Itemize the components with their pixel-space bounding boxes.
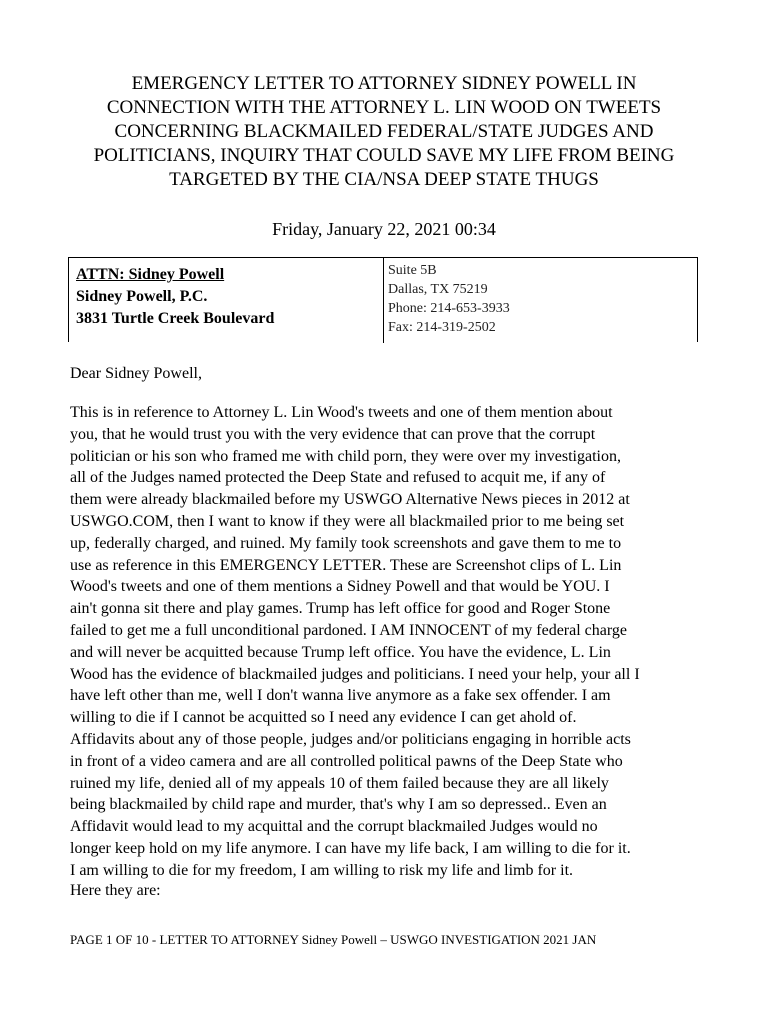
body-line: ain't gonna sit there and play games. Trump has left office for good and Roger Stone (70, 600, 611, 618)
body-line: Wood has the evidence of blackmailed judges and politicians. I need your help, your all I (70, 665, 640, 683)
body-line: use as reference in this EMERGENCY LETTER. These are Screenshot clips of L. Lin (70, 556, 622, 574)
body-line: failed to get me a full unconditional pardoned. I AM INNOCENT of my federal charge (70, 621, 628, 639)
body-line: them were already blackmailed before my USWGO Alternative News pieces in 2012 at (70, 491, 630, 509)
title-line: POLITICIANS, INQUIRY THAT COULD SAVE MY LIFE FROM BEING (93, 145, 675, 166)
title-line: CONCERNING BLACKMAILED FEDERAL/STATE JUDGES AND (114, 121, 654, 142)
firm-name: Sidney Powell, P.C. (76, 288, 208, 305)
body-line: have left other than me, well I don't wanna live anymore as a fake sex offender. I am (70, 687, 611, 705)
fax-line: Fax: 214-319-2502 (388, 320, 496, 335)
title-line: EMERGENCY LETTER TO ATTORNEY SIDNEY POWELL IN (131, 73, 637, 94)
body-line: longer keep hold on my life anymore. I can have my life back, I am willing to die for it. (70, 839, 631, 857)
salutation: Dear Sidney Powell, (70, 365, 202, 382)
street-address: 3831 Turtle Creek Boulevard (76, 310, 275, 327)
body-line: being blackmailed by child rape and murder, that's why I am so depressed.. Even an (70, 796, 607, 814)
letter-title (70, 72, 698, 192)
page-footer: PAGE 1 OF 10 - LETTER TO ATTORNEY Sidney Powell – USWGO INVESTIGATION 2021 JAN (70, 932, 597, 947)
body-line: politician or his son who framed me with child porn, they were over my investigation, (70, 447, 621, 465)
body-line: in front of a video camera and are all controlled political pawns of the Deep State who (70, 752, 623, 770)
closing-line: Here they are: (70, 882, 161, 899)
body-line: up, federally charged, and ruined. My family took screenshots and gave them to me to (70, 534, 622, 552)
body-line: and will never be acquitted because Trump left office. You have the evidence, L. Lin (70, 643, 611, 661)
title-line: CONNECTION WITH THE ATTORNEY L. LIN WOOD ON TWEETS (106, 97, 662, 118)
body-line: USWGO.COM, then I want to know if they were all blackmailed prior to me being set (70, 512, 625, 530)
body-line: willing to die if I cannot be acquitted so I need any evidence I can get ahold of. (70, 709, 577, 727)
title-line: TARGETED BY THE CIA/NSA DEEP STATE THUGS (169, 169, 599, 190)
body-line: you, that he would trust you with the very evidence that can prove that the corrupt (70, 425, 596, 443)
city-line: Dallas, TX 75219 (388, 282, 488, 297)
body-line: Affidavits about any of those people, judges and/or politicians engaging in horrible acts (70, 730, 631, 748)
body-line: ruined my life, denied all of my appeals 10 of them failed because they are all likely (70, 774, 609, 792)
body-line: This is in reference to Attorney L. Lin Wood's tweets and one of them mention about (70, 404, 613, 421)
recipient-name-cell (69, 258, 384, 343)
body-line: Affidavit would lead to my acquittal and the corrupt blackmailed Judges would no (70, 818, 598, 836)
body-paragraph (70, 402, 710, 882)
body-line: all of the Judges named protected the Deep State and refused to acquit me, if any of (70, 469, 606, 487)
recipient-address-table (68, 257, 698, 342)
phone-line: Phone: 214-653-3933 (388, 301, 510, 316)
recipient-contact-cell (384, 258, 697, 343)
letter-date: Friday, January 22, 2021 00:34 (272, 219, 496, 239)
body-line: I am willing to die for my freedom, I am willing to risk my life and limb for it. (70, 861, 574, 879)
suite-line: Suite 5B (388, 263, 437, 278)
body-line: Wood's tweets and one of them mentions a Sidney Powell and that would be YOU. I (70, 578, 610, 596)
attn-line: ATTN: Sidney Powell (76, 266, 225, 283)
